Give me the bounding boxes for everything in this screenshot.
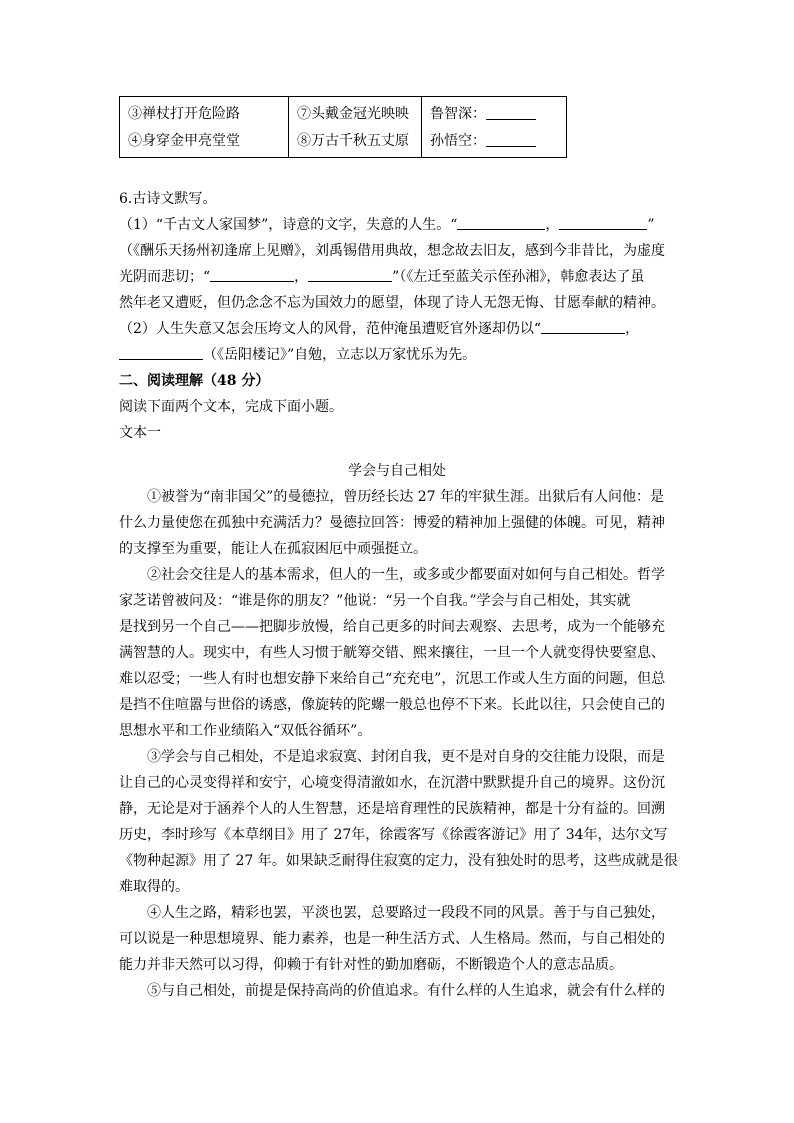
paragraph-line: 历史，李时珍写《本草纲目》用了 27年，徐霞客写《徐霞客游记》用了 34年，达尔文写	[119, 827, 668, 843]
cell-line	[430, 128, 560, 155]
answer-label-lu: 鲁智深：	[430, 106, 486, 122]
cell-line	[430, 101, 560, 128]
cell-line: ④身穿金甲亮堂堂	[128, 133, 240, 149]
question-6	[119, 186, 675, 446]
question-line	[119, 342, 675, 368]
paragraph-line: 能力并非天然可以习得，仰赖于有针对性的勤加磨砺，不断锻造个人的意志品质。	[119, 957, 623, 973]
paragraph-line: 可以说是一种思想境界、能力素养，也是一种生活方式、人生格局。然而，与自己相处的	[119, 931, 665, 947]
article	[119, 458, 678, 1004]
answer-blank[interactable]	[119, 344, 203, 360]
table-cell	[422, 97, 567, 158]
question-line: （《酬乐天扬州初逢席上见赠》，刘禹锡借用典故，想念故去旧友，感到今非昔比，为虚度	[119, 243, 665, 259]
article-paragraph	[119, 484, 675, 562]
paragraph-line: ②社会交往是人的基本需求，但人的一生，或多或少都要面对如何与自己相处。哲学	[147, 567, 665, 583]
text-span: ，	[625, 321, 640, 337]
answer-blank[interactable]	[486, 132, 536, 147]
answer-blank[interactable]	[559, 214, 647, 230]
paragraph-line: ⑤与自己相处，前提是保持高尚的价值追求。有什么样的人生追求，就会有什么样的	[147, 983, 665, 999]
table-cell	[120, 97, 289, 158]
answer-blank[interactable]	[308, 266, 392, 282]
text-span: （1）“千古文人家国梦”，诗意的文字，失意的人生。“	[119, 217, 458, 233]
paragraph-line: ①被誉为“南非国父”的曼德拉，曾历经长达 27 年的牢狱生涯。出狱后有人问他：是	[147, 489, 665, 505]
article-title: 学会与自己相处	[348, 463, 446, 479]
table-cell	[289, 97, 422, 158]
article-paragraph	[119, 900, 675, 978]
article-paragraph	[119, 562, 675, 744]
paragraph-line: 《物种起源》用了 27 年。如果缺乏耐得住寂寞的定力，没有独处时的思考，这些成就是很	[119, 853, 678, 869]
text-span: （2）人生失意又怎会压垮文人的风骨，范仲淹虽遭贬官外逐却仍以“	[119, 321, 542, 337]
question-line	[119, 264, 675, 290]
article-body	[119, 484, 678, 1004]
question-line	[119, 316, 675, 342]
text-span: （《岳阳楼记》”自勉，立志以万家忧乐为先。	[203, 347, 477, 363]
paragraph-line: 家芝诺曾被问及：“谁是你的朋友？”他说：“另一个自我。”学会与自己相处，其实就	[119, 593, 631, 609]
answer-blank[interactable]	[486, 105, 536, 120]
text-label: 文本一	[119, 425, 161, 441]
paragraph-line: 难以忍受；一些人有时也想安静下来给自己“充充电”，沉思工作或人生方面的问题，但总	[119, 671, 666, 687]
article-paragraph	[119, 978, 675, 1004]
cell-line: ⑦头戴金冠光映映	[297, 106, 409, 122]
paragraph-line: 思想水平和工作业绩陷入“双低谷循环”。	[119, 723, 372, 739]
paragraph-line: 难取得的。	[119, 879, 189, 895]
answer-blank[interactable]	[210, 266, 294, 282]
answer-label-sun: 孙悟空：	[430, 133, 486, 149]
paragraph-line: 是找到另一个自己——把脚步放慢，给自己更多的时间去观察、去思考，成为一个能够充	[119, 619, 665, 635]
answer-blank[interactable]	[457, 214, 545, 230]
question-line: 然年老又遭贬，但仍念念不忘为国效力的愿望，体现了诗人无怨无悔、甘愿奉献的精神。	[119, 295, 665, 311]
question-line	[119, 212, 675, 238]
answer-blank[interactable]	[541, 318, 625, 334]
matching-table	[119, 96, 567, 158]
paragraph-line: ③学会与自己相处，不是追求寂寞、封闭自我，更不是对自身的交往能力设限，而是	[147, 749, 665, 765]
article-paragraph	[119, 744, 678, 900]
section-heading: 二、阅读理解（48 分）	[119, 373, 270, 389]
paragraph-line: 让自己的心灵变得祥和安宁，心境变得清澈如水，在沉潜中默默提升自己的境界。这份沉	[119, 775, 665, 791]
paragraph-line: 什么力量使您在孤独中充满活力？曼德拉回答：博爱的精神加上强健的体魄。可见，精神	[119, 515, 665, 531]
text-span: ，	[545, 217, 560, 233]
paragraph-line: 静，无论是对于涵养个人的人生智慧，还是培育理性的民族精神，都是十分有益的。回溯	[119, 801, 665, 817]
paragraph-line: ④人生之路，精彩也罢，平淡也罢，总要路过一段段不同的风景。善于与自己独处，	[147, 905, 665, 921]
text-span: ，	[294, 269, 309, 285]
question-heading: 6.古诗文默写。	[119, 191, 217, 207]
cell-line: ⑧万古千秋五丈原	[297, 133, 409, 149]
table-row	[120, 97, 567, 158]
cell-line: ③禅杖打开危险路	[128, 106, 240, 122]
instruction: 阅读下面两个文本，完成下面小题。	[119, 399, 343, 415]
text-span: ”	[647, 217, 655, 233]
text-span: 光阴而悲切；“	[119, 269, 211, 285]
paragraph-line: 满智慧的人。现实中，有些人习惯于觥筹交错、熙来攘往，一旦一个人就变得快要窒息、	[119, 645, 665, 661]
text-span: ”（《左迁至蓝关示侄孙湘》，韩愈表达了虽	[392, 269, 645, 285]
paragraph-line: 是挡不住喧嚣与世俗的诱惑，像旋转的陀螺一般总也停不下来。长此以往，只会使自己的	[119, 697, 665, 713]
paragraph-line: 的支撑至为重要，能让人在孤寂困厄中顽强挺立。	[119, 541, 427, 557]
